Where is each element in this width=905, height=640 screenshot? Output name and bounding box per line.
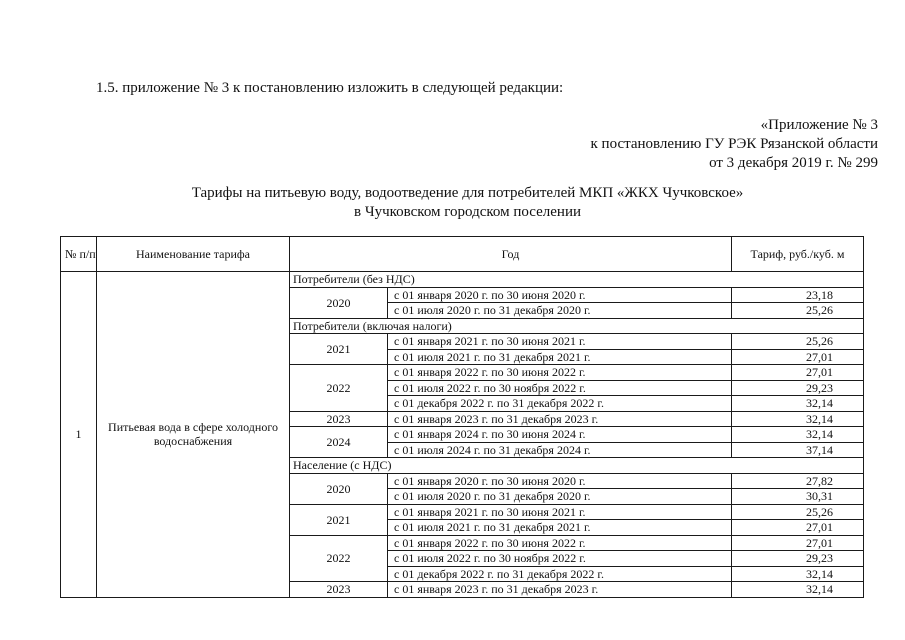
year-cell: 2021 bbox=[290, 504, 388, 535]
period-cell: с 01 июля 2021 г. по 31 декабря 2021 г. bbox=[388, 520, 732, 536]
period-cell: с 01 января 2022 г. по 30 июня 2022 г. bbox=[388, 365, 732, 381]
table-header-row bbox=[61, 237, 864, 272]
year-cell: 2022 bbox=[290, 365, 388, 412]
period-cell: с 01 декабря 2022 г. по 31 декабря 2022 г. bbox=[388, 396, 732, 412]
tariff-value-cell: 32,14 bbox=[732, 582, 864, 598]
period-cell: с 01 июля 2020 г. по 31 декабря 2020 г. bbox=[388, 303, 732, 319]
period-cell: с 01 июля 2022 г. по 30 ноября 2022 г. bbox=[388, 551, 732, 567]
period-cell: с 01 января 2023 г. по 31 декабря 2023 г. bbox=[388, 582, 732, 598]
tariff-name: Питьевая вода в сфере холодного водоснабжения bbox=[97, 272, 290, 598]
period-cell: с 01 января 2021 г. по 30 июня 2021 г. bbox=[388, 504, 732, 520]
consumer-group-label: Потребители (без НДС) bbox=[290, 272, 864, 288]
tariff-value-cell: 27,01 bbox=[732, 520, 864, 536]
tariff-value-cell: 27,82 bbox=[732, 473, 864, 489]
title-line-2: в Чучковском городском поселении bbox=[353, 204, 582, 220]
year-cell: 2024 bbox=[290, 427, 388, 458]
tariff-value-cell: 25,26 bbox=[732, 303, 864, 319]
period-cell: с 01 января 2024 г. по 30 июня 2024 г. bbox=[388, 427, 732, 443]
amendment-intro: 1.5. приложение № 3 к постановлению изложить в следующей редакции: bbox=[96, 80, 564, 96]
tariff-value-cell: 27,01 bbox=[732, 365, 864, 381]
annex-line-1: «Приложение № 3 bbox=[760, 117, 878, 133]
tariff-value-cell: 27,01 bbox=[732, 535, 864, 551]
period-cell: с 01 января 2020 г. по 30 июня 2020 г. bbox=[388, 287, 732, 303]
year-cell: 2023 bbox=[290, 582, 388, 598]
period-cell: с 01 декабря 2022 г. по 31 декабря 2022 г. bbox=[388, 566, 732, 582]
consumer-group-label: Население (с НДС) bbox=[290, 458, 864, 474]
period-cell: с 01 июля 2022 г. по 30 ноября 2022 г. bbox=[388, 380, 732, 396]
period-cell: с 01 января 2021 г. по 30 июня 2021 г. bbox=[388, 334, 732, 350]
tariff-value-cell: 27,01 bbox=[732, 349, 864, 365]
tariff-value-cell: 29,23 bbox=[732, 551, 864, 567]
document-title bbox=[0, 184, 905, 222]
period-cell: с 01 июля 2024 г. по 31 декабря 2024 г. bbox=[388, 442, 732, 458]
tariff-value-cell: 37,14 bbox=[732, 442, 864, 458]
row-number: 1 bbox=[61, 272, 97, 598]
title-line-1: Тарифы на питьевую воду, водоотведение для потребителей МКП «ЖКХ Чучковское» bbox=[191, 185, 744, 201]
year-cell: 2023 bbox=[290, 411, 388, 427]
period-cell: с 01 января 2022 г. по 30 июня 2022 г. bbox=[388, 535, 732, 551]
period-cell: с 01 июля 2020 г. по 31 декабря 2020 г. bbox=[388, 489, 732, 505]
year-cell: 2020 bbox=[290, 473, 388, 504]
group-row bbox=[61, 272, 864, 288]
tariff-value-cell: 32,14 bbox=[732, 427, 864, 443]
tariff-value-cell: 25,26 bbox=[732, 504, 864, 520]
header-number: № п/п bbox=[61, 237, 97, 272]
tariff-value-cell: 23,18 bbox=[732, 287, 864, 303]
tariff-value-cell: 32,14 bbox=[732, 396, 864, 412]
annex-line-3: от 3 декабря 2019 г. № 299 bbox=[709, 155, 878, 171]
period-cell: с 01 января 2020 г. по 30 июня 2020 г. bbox=[388, 473, 732, 489]
tariff-value-cell: 32,14 bbox=[732, 566, 864, 582]
header-tariff-name: Наименование тарифа bbox=[97, 237, 290, 272]
annex-reference bbox=[591, 116, 878, 173]
period-cell: с 01 июля 2021 г. по 31 декабря 2021 г. bbox=[388, 349, 732, 365]
year-cell: 2021 bbox=[290, 334, 388, 365]
tariff-value-cell: 32,14 bbox=[732, 411, 864, 427]
tariff-value-cell: 29,23 bbox=[732, 380, 864, 396]
period-cell: с 01 января 2023 г. по 31 декабря 2023 г. bbox=[388, 411, 732, 427]
tariff-value-cell: 25,26 bbox=[732, 334, 864, 350]
annex-line-2: к постановлению ГУ РЭК Рязанской области bbox=[590, 136, 878, 152]
year-cell: 2022 bbox=[290, 535, 388, 582]
tariff-value-cell: 30,31 bbox=[732, 489, 864, 505]
header-year: Год bbox=[290, 237, 732, 272]
header-tariff-value: Тариф, руб./куб. м bbox=[732, 237, 864, 272]
tariff-table-body bbox=[61, 272, 864, 598]
year-cell: 2020 bbox=[290, 287, 388, 318]
consumer-group-label: Потребители (включая налоги) bbox=[290, 318, 864, 334]
tariff-table bbox=[60, 236, 864, 598]
